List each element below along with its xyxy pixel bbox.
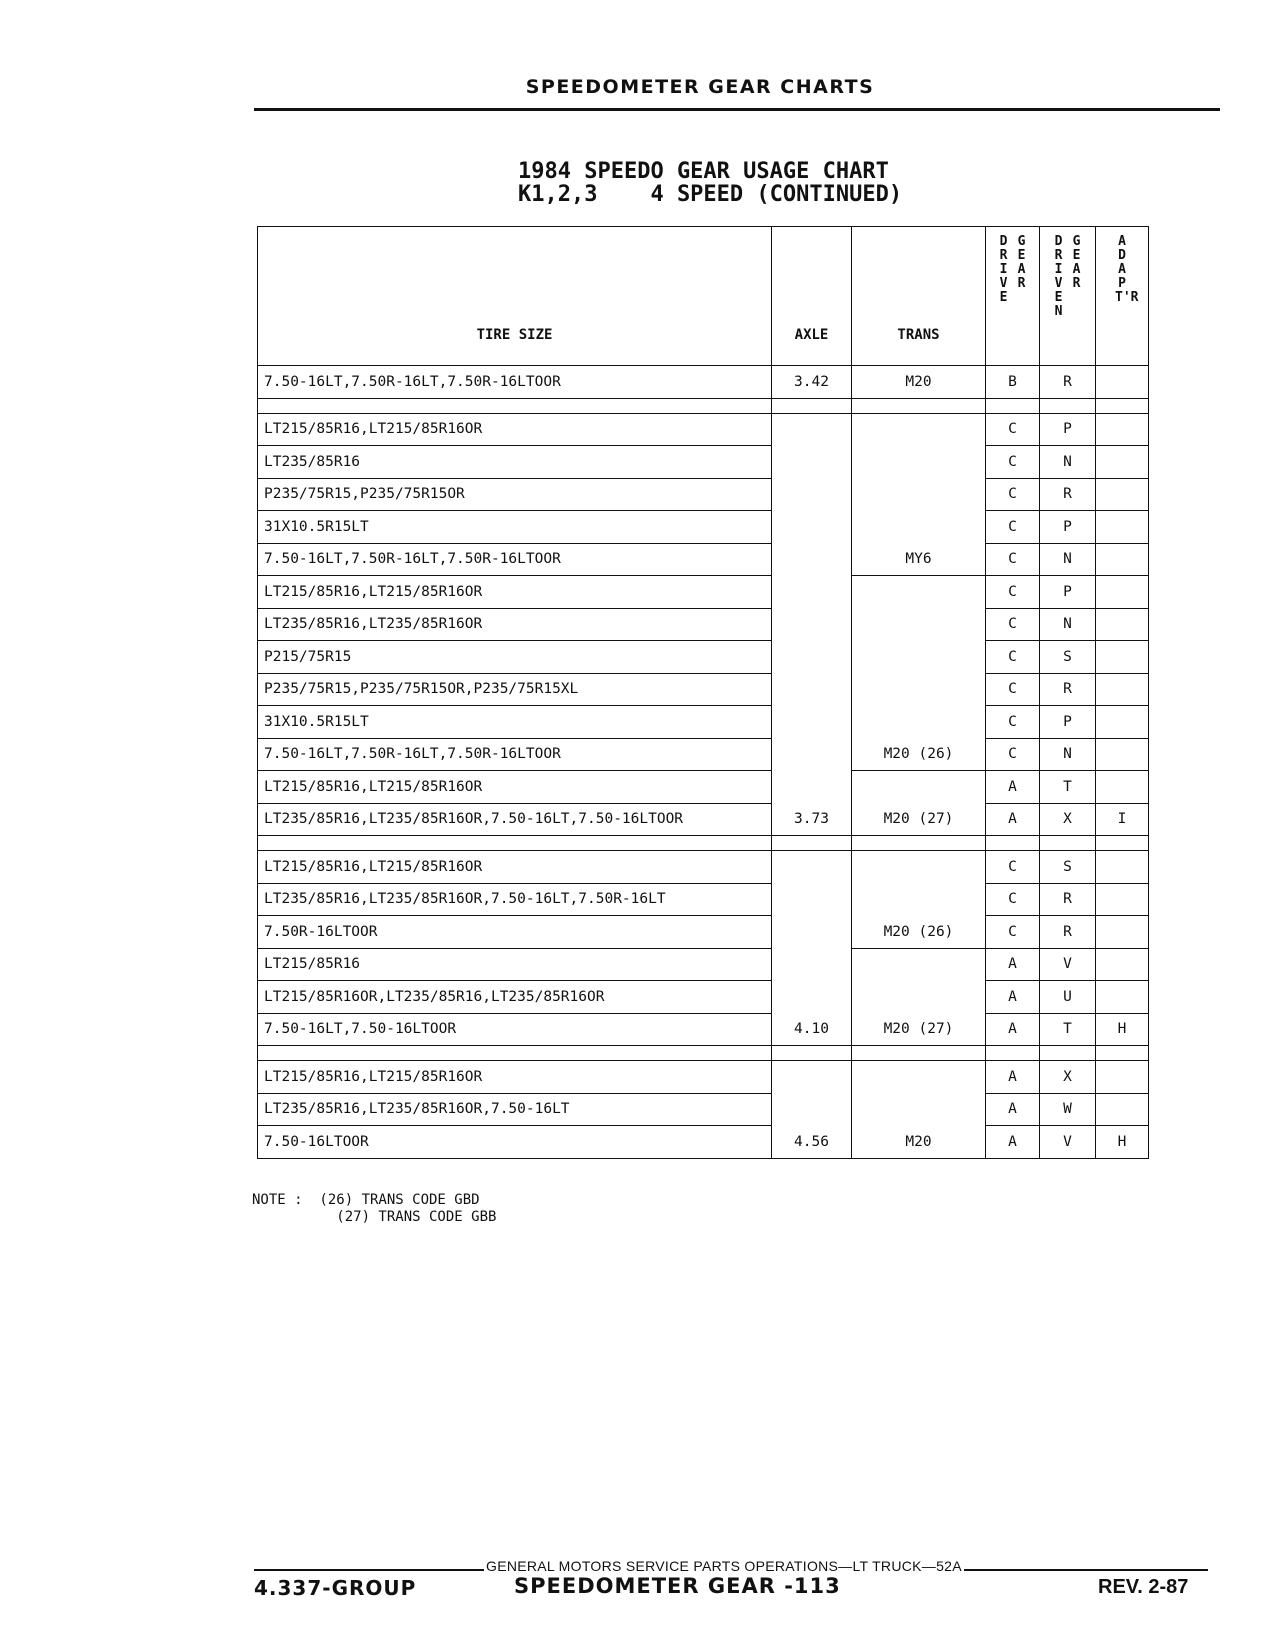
tire-size-cell: LT215/85R16,LT215/85R16OR [258, 771, 772, 804]
adapter-cell [1096, 576, 1149, 609]
drive-gear-cell: C [986, 511, 1040, 544]
adapter-cell [1096, 706, 1149, 739]
drive-gear-cell: C [986, 673, 1040, 706]
driven-gear-cell: R [1040, 673, 1096, 706]
table-row [258, 576, 1149, 609]
drive-gear-cell: C [986, 738, 1040, 771]
driven-gear-cell: X [1040, 803, 1096, 836]
tire-size-cell: 31X10.5R15LT [258, 511, 772, 544]
tire-size-cell: LT215/85R16OR,LT235/85R16,LT235/85R16OR [258, 981, 772, 1014]
axle-cell [772, 981, 852, 1014]
tire-size-cell: LT215/85R16,LT215/85R16OR [258, 576, 772, 609]
axle-cell [772, 446, 852, 479]
adapter-cell: H [1096, 1126, 1149, 1159]
driven-gear-cell: P [1040, 706, 1096, 739]
drive-gear-cell: C [986, 478, 1040, 511]
tire-size-cell: LT215/85R16,LT215/85R16OR [258, 413, 772, 446]
axle-cell [772, 413, 852, 446]
col-adapter-label: ADAPT'R [1115, 234, 1139, 305]
drive-gear-cell: A [986, 1126, 1040, 1159]
table-row [258, 948, 1149, 981]
chart-title-line2: K1,2,3 4 SPEED (CONTINUED) [518, 182, 903, 207]
axle-cell: 3.73 [772, 803, 852, 836]
axle-cell: 4.10 [772, 1013, 852, 1046]
axle-cell [772, 511, 852, 544]
drive-gear-cell: A [986, 1093, 1040, 1126]
driven-gear-cell: P [1040, 511, 1096, 544]
table-row [258, 511, 1149, 544]
driven-gear-cell: N [1040, 543, 1096, 576]
adapter-cell [1096, 1061, 1149, 1094]
axle-cell [772, 641, 852, 674]
drive-gear-cell: A [986, 1061, 1040, 1094]
adapter-cell [1096, 366, 1149, 399]
adapter-cell [1096, 771, 1149, 804]
table-row [258, 1126, 1149, 1159]
drive-gear-cell: C [986, 883, 1040, 916]
axle-cell [772, 576, 852, 609]
driven-gear-cell: R [1040, 883, 1096, 916]
chart-title [518, 160, 902, 206]
drive-gear-cell: C [986, 641, 1040, 674]
tire-size-cell: 7.50-16LT,7.50R-16LT,7.50R-16LTOOR [258, 738, 772, 771]
col-driven-gear-label-a: DRIVEN [1054, 234, 1063, 319]
drive-gear-cell: A [986, 981, 1040, 1014]
tire-size-cell: 7.50-16LT,7.50R-16LT,7.50R-16LTOOR [258, 366, 772, 399]
drive-gear-cell: A [986, 1013, 1040, 1046]
axle-cell: 3.42 [772, 366, 852, 399]
table-row [258, 883, 1149, 916]
adapter-cell [1096, 673, 1149, 706]
trans-cell [852, 706, 986, 739]
driven-gear-cell: N [1040, 446, 1096, 479]
trans-cell: M20 [852, 1126, 986, 1159]
table-row [258, 446, 1149, 479]
adapter-cell: I [1096, 803, 1149, 836]
adapter-cell [1096, 883, 1149, 916]
table-row [258, 1093, 1149, 1126]
driven-gear-cell: X [1040, 1061, 1096, 1094]
driven-gear-cell: V [1040, 1126, 1096, 1159]
tire-size-cell: LT235/85R16,LT235/85R16OR,7.50-16LT,7.50R-16LT [258, 883, 772, 916]
tire-size-cell: P215/75R15 [258, 641, 772, 674]
col-tire-size: TIRE SIZE [258, 227, 772, 366]
tire-size-cell: 7.50-16LT,7.50R-16LT,7.50R-16LTOOR [258, 543, 772, 576]
col-driven-gear [1040, 227, 1096, 366]
table-row [258, 981, 1149, 1014]
table-row [258, 478, 1149, 511]
tire-size-cell: LT235/85R16 [258, 446, 772, 479]
table-row [258, 771, 1149, 804]
drive-gear-cell: B [986, 366, 1040, 399]
col-trans: TRANS [852, 227, 986, 366]
driven-gear-cell: V [1040, 948, 1096, 981]
table-row [258, 803, 1149, 836]
tire-size-cell: LT215/85R16,LT215/85R16OR [258, 1061, 772, 1094]
trans-cell [852, 771, 986, 804]
col-adapter [1096, 227, 1149, 366]
tire-size-cell: P235/75R15,P235/75R15OR,P235/75R15XL [258, 673, 772, 706]
col-driven-gear-label-b: GEAR [1072, 234, 1081, 291]
driven-gear-cell: R [1040, 366, 1096, 399]
driven-gear-cell: T [1040, 1013, 1096, 1046]
trans-cell [852, 576, 986, 609]
trans-cell [852, 1093, 986, 1126]
group-separator [258, 1046, 1149, 1061]
driven-gear-cell: P [1040, 576, 1096, 609]
trans-cell [852, 883, 986, 916]
driven-gear-cell: R [1040, 478, 1096, 511]
axle-cell [772, 851, 852, 884]
tire-size-cell: 31X10.5R15LT [258, 706, 772, 739]
adapter-cell [1096, 738, 1149, 771]
adapter-cell [1096, 1093, 1149, 1126]
axle-cell [772, 478, 852, 511]
tire-size-cell: LT235/85R16,LT235/85R16OR,7.50-16LT [258, 1093, 772, 1126]
trans-cell: M20 [852, 366, 986, 399]
adapter-cell: H [1096, 1013, 1149, 1046]
tire-size-cell: LT215/85R16 [258, 948, 772, 981]
drive-gear-cell: C [986, 576, 1040, 609]
drive-gear-cell: C [986, 608, 1040, 641]
trans-cell: M20 (26) [852, 916, 986, 949]
trans-code-note: NOTE : (26) TRANS CODE GBD (27) TRANS CODE GBB [252, 1192, 497, 1225]
driven-gear-cell: S [1040, 851, 1096, 884]
axle-cell [772, 738, 852, 771]
footer-publisher: GENERAL MOTORS SERVICE PARTS OPERATIONS—LT TRUCK—52A [486, 1558, 962, 1574]
trans-cell [852, 608, 986, 641]
drive-gear-cell: A [986, 803, 1040, 836]
axle-cell: 4.56 [772, 1126, 852, 1159]
col-drive-gear-label-a: DRIVE [999, 234, 1008, 305]
footer-revision: REV. 2-87 [1098, 1576, 1189, 1598]
trans-cell: M20 (27) [852, 1013, 986, 1046]
col-drive-gear [986, 227, 1040, 366]
tire-size-cell: LT235/85R16,LT235/85R16OR [258, 608, 772, 641]
drive-gear-cell: C [986, 446, 1040, 479]
driven-gear-cell: R [1040, 916, 1096, 949]
trans-cell [852, 673, 986, 706]
trans-cell: M20 (26) [852, 738, 986, 771]
axle-cell [772, 608, 852, 641]
axle-cell [772, 948, 852, 981]
trans-cell [852, 413, 986, 446]
axle-cell [772, 673, 852, 706]
footer-section-title: SPEEDOMETER GEAR -113 [514, 1574, 841, 1598]
trans-cell: M20 (27) [852, 803, 986, 836]
trans-cell [852, 641, 986, 674]
driven-gear-cell: T [1040, 771, 1096, 804]
adapter-cell [1096, 543, 1149, 576]
col-axle: AXLE [772, 227, 852, 366]
axle-cell [772, 883, 852, 916]
trans-cell [852, 511, 986, 544]
trans-cell [852, 446, 986, 479]
header-rule [254, 108, 1220, 111]
drive-gear-cell: C [986, 851, 1040, 884]
footer-group-number: 4.337-GROUP [254, 1576, 417, 1600]
axle-cell [772, 543, 852, 576]
tire-size-cell: 7.50-16LTOOR [258, 1126, 772, 1159]
table-row [258, 1013, 1149, 1046]
drive-gear-cell: C [986, 916, 1040, 949]
adapter-cell [1096, 511, 1149, 544]
driven-gear-cell: P [1040, 413, 1096, 446]
adapter-cell [1096, 608, 1149, 641]
table-row [258, 641, 1149, 674]
table-row [258, 608, 1149, 641]
adapter-cell [1096, 446, 1149, 479]
tire-size-cell: LT235/85R16,LT235/85R16OR,7.50-16LT,7.50-16LTOOR [258, 803, 772, 836]
driven-gear-cell: S [1040, 641, 1096, 674]
adapter-cell [1096, 641, 1149, 674]
drive-gear-cell: C [986, 413, 1040, 446]
trans-cell [852, 1061, 986, 1094]
drive-gear-cell: C [986, 706, 1040, 739]
table-row [258, 706, 1149, 739]
table-row [258, 738, 1149, 771]
table-row [258, 851, 1149, 884]
page-header: SPEEDOMETER GEAR CHARTS [525, 76, 875, 98]
drive-gear-cell: A [986, 948, 1040, 981]
col-drive-gear-label-b: GEAR [1017, 234, 1026, 291]
tire-size-cell: 7.50R-16LTOOR [258, 916, 772, 949]
adapter-cell [1096, 948, 1149, 981]
trans-cell: MY6 [852, 543, 986, 576]
axle-cell [772, 1061, 852, 1094]
driven-gear-cell: U [1040, 981, 1096, 1014]
tire-size-cell: P235/75R15,P235/75R15OR [258, 478, 772, 511]
axle-cell [772, 916, 852, 949]
adapter-cell [1096, 981, 1149, 1014]
table-row [258, 1061, 1149, 1094]
driven-gear-cell: W [1040, 1093, 1096, 1126]
axle-cell [772, 771, 852, 804]
trans-cell [852, 478, 986, 511]
speedo-gear-table [257, 226, 1149, 1159]
table-row [258, 413, 1149, 446]
table-row [258, 673, 1149, 706]
driven-gear-cell: N [1040, 738, 1096, 771]
table-header-row [258, 227, 1149, 366]
trans-cell [852, 948, 986, 981]
tire-size-cell: LT215/85R16,LT215/85R16OR [258, 851, 772, 884]
adapter-cell [1096, 413, 1149, 446]
group-separator [258, 398, 1149, 413]
table-row [258, 366, 1149, 399]
driven-gear-cell: N [1040, 608, 1096, 641]
adapter-cell [1096, 916, 1149, 949]
table-row [258, 916, 1149, 949]
tire-size-cell: 7.50-16LT,7.50-16LTOOR [258, 1013, 772, 1046]
adapter-cell [1096, 478, 1149, 511]
drive-gear-cell: C [986, 543, 1040, 576]
group-separator [258, 836, 1149, 851]
adapter-cell [1096, 851, 1149, 884]
drive-gear-cell: A [986, 771, 1040, 804]
trans-cell [852, 981, 986, 1014]
trans-cell [852, 851, 986, 884]
table-row [258, 543, 1149, 576]
axle-cell [772, 706, 852, 739]
axle-cell [772, 1093, 852, 1126]
chart-title-line1: 1984 SPEEDO GEAR USAGE CHART [518, 159, 889, 184]
